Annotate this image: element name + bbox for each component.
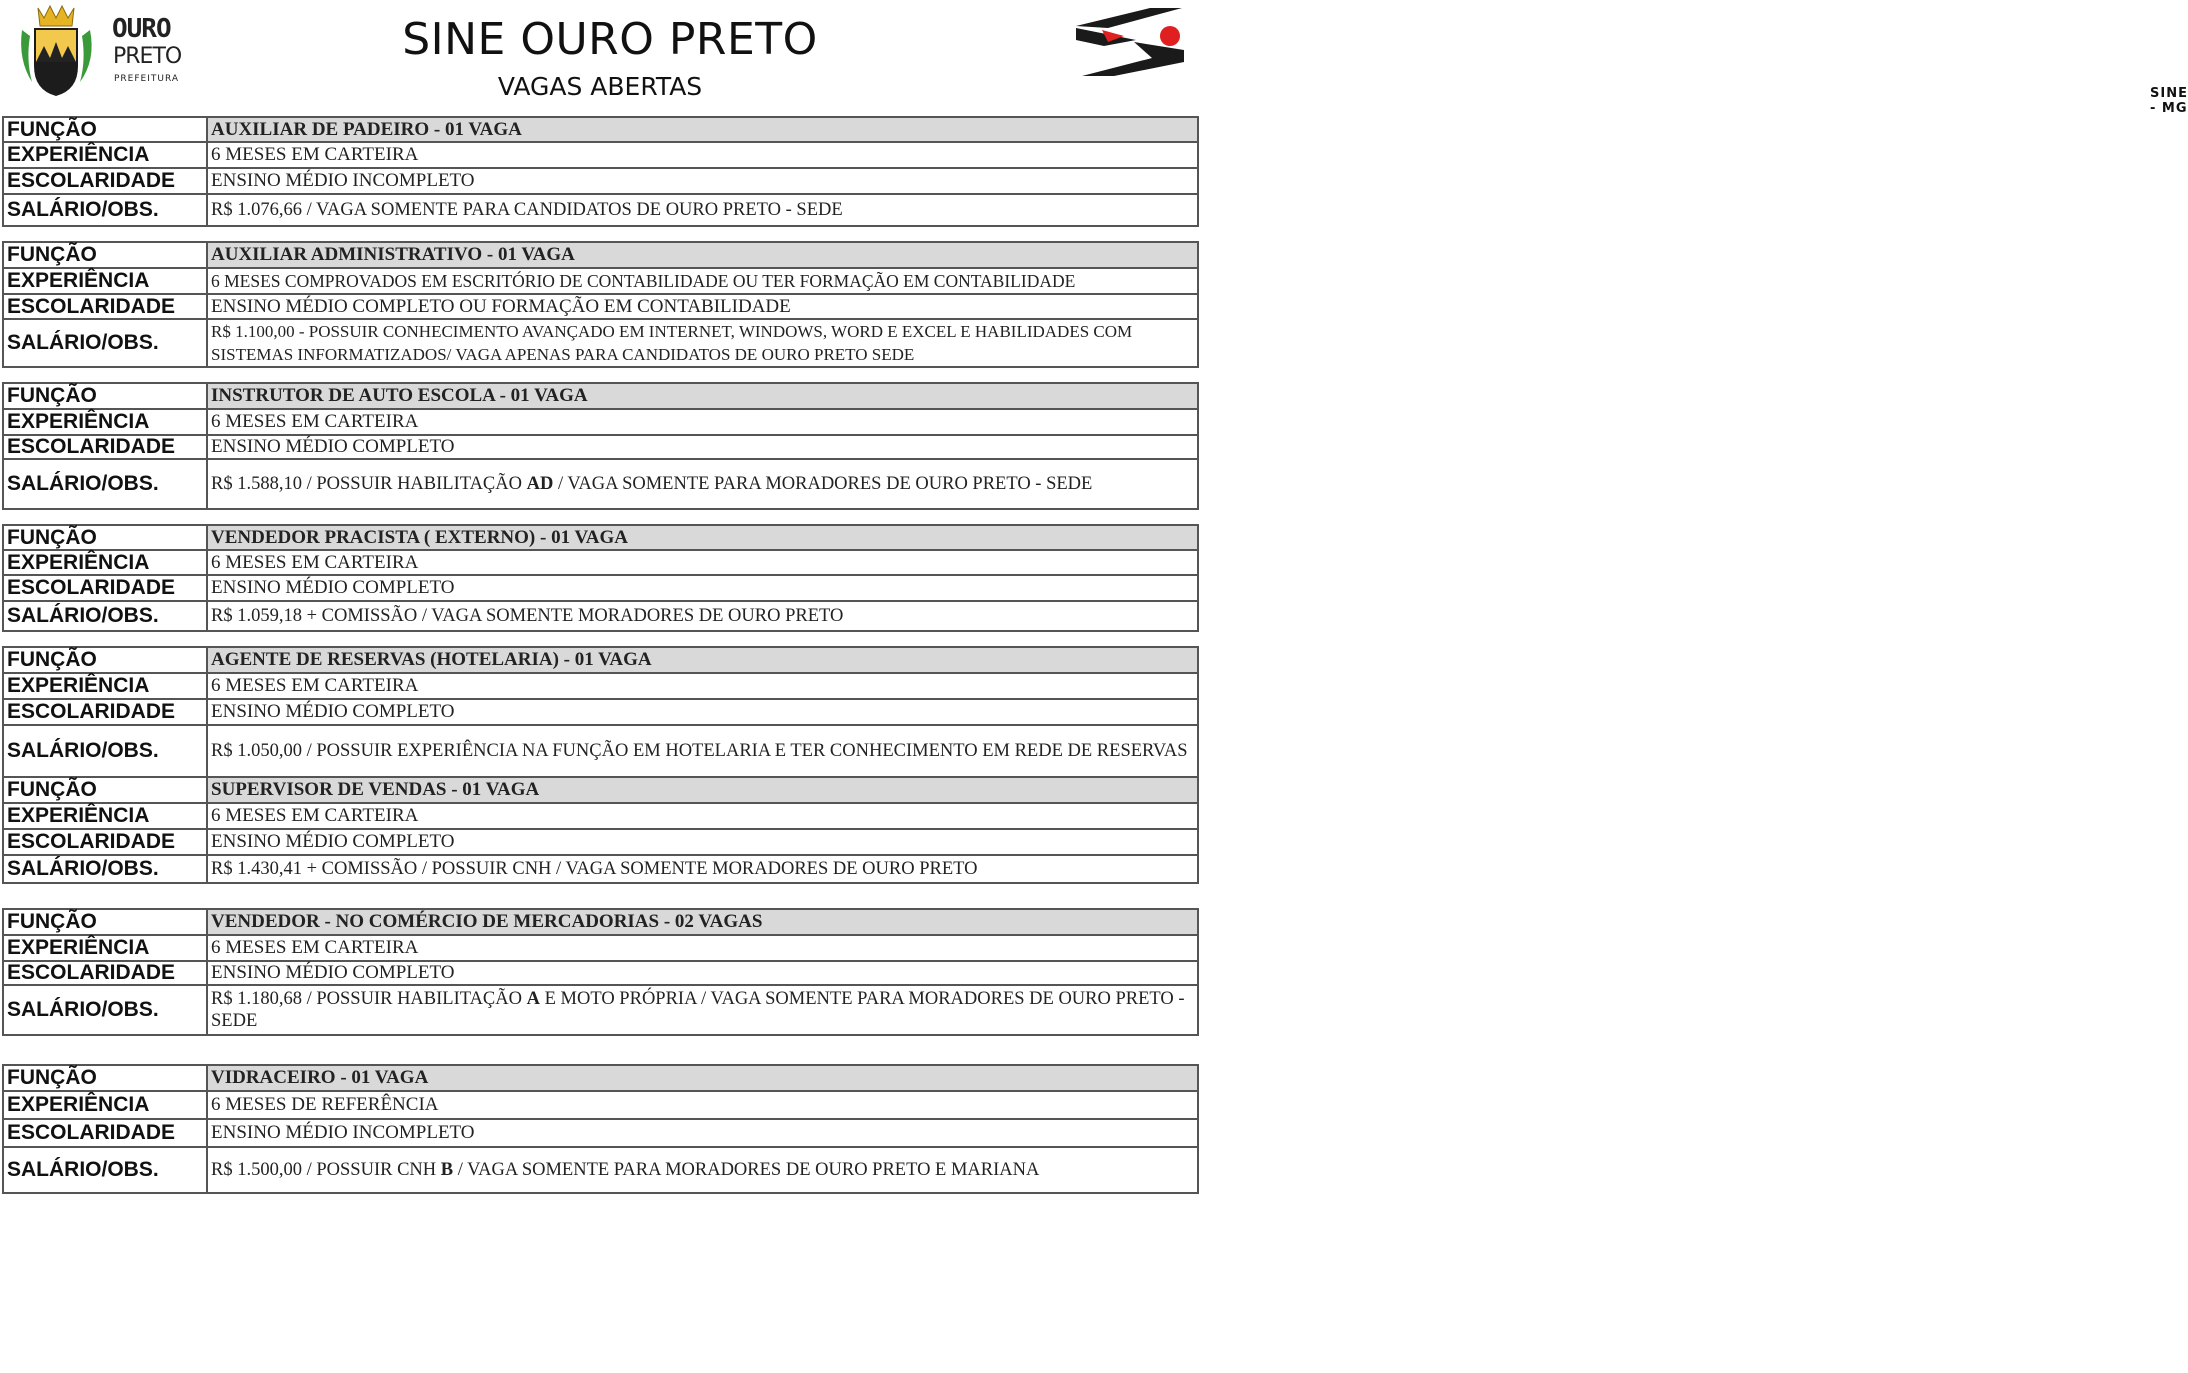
label-escolaridade: ESCOLARIDADE <box>3 435 207 459</box>
job-education: ENSINO MÉDIO COMPLETO <box>207 699 1198 725</box>
job-table <box>2 241 1199 368</box>
job-salary: R$ 1.430,41 + COMISSÃO / POSSUIR CNH / VAGA SOMENTE MORADORES DE OURO PRETO <box>207 855 1198 883</box>
job-education: ENSINO MÉDIO COMPLETO OU FORMAÇÃO EM CONTABILIDADE <box>207 294 1198 319</box>
job-salary: R$ 1.100,00 - POSSUIR CONHECIMENTO AVANÇADO EM INTERNET, WINDOWS, WORD E EXCEL E HABILIDADES COM SISTEMAS INFORMATIZADOS/ VAGA APENAS PARA CANDIDATOS DE OURO PRETO SEDE <box>207 319 1198 367</box>
job-experience: 6 MESES EM CARTEIRA <box>207 935 1198 961</box>
label-funcao: FUNÇÃO <box>3 117 207 142</box>
label-escolaridade: ESCOLARIDADE <box>3 168 207 194</box>
label-experiencia: EXPERIÊNCIA <box>3 803 207 829</box>
job-experience: 6 MESES DE REFERÊNCIA <box>207 1091 1198 1119</box>
job-title: VENDEDOR - NO COMÉRCIO DE MERCADORIAS - 02 VAGAS <box>207 909 1198 935</box>
job-salary <box>207 985 1198 1035</box>
sine-logo-icon <box>1074 6 1186 80</box>
logo-text-preto: PRETO <box>113 44 182 69</box>
salary-text: / VAGA SOMENTE PARA MORADORES DE OURO PRETO - SEDE <box>553 474 1093 494</box>
logo-text-prefeitura: PREFEITURA <box>114 74 180 84</box>
job-table <box>2 646 1199 884</box>
salary-text: E MOTO PRÓPRIA / VAGA SOMENTE PARA MORADORES DE OURO PRETO - SEDE <box>211 989 1185 1031</box>
label-experiencia: EXPERIÊNCIA <box>3 1091 207 1119</box>
job-salary: R$ 1.076,66 / VAGA SOMENTE PARA CANDIDATOS DE OURO PRETO - SEDE <box>207 194 1198 226</box>
job-salary: R$ 1.059,18 + COMISSÃO / VAGA SOMENTE MORADORES DE OURO PRETO <box>207 601 1198 631</box>
job-experience: 6 MESES EM CARTEIRA <box>207 409 1198 435</box>
job-salary <box>207 1147 1198 1193</box>
label-experiencia: EXPERIÊNCIA <box>3 409 207 435</box>
job-table <box>2 382 1199 510</box>
job-education: ENSINO MÉDIO INCOMPLETO <box>207 168 1198 194</box>
page-header <box>0 0 2188 116</box>
salary-text: / VAGA SOMENTE PARA MORADORES DE OURO PRETO E MARIANA <box>453 1160 1040 1180</box>
job-education: ENSINO MÉDIO COMPLETO <box>207 575 1198 601</box>
label-experiencia: EXPERIÊNCIA <box>3 935 207 961</box>
job-experience: 6 MESES EM CARTEIRA <box>207 673 1198 699</box>
license-category: AD <box>526 474 554 494</box>
label-funcao: FUNÇÃO <box>3 647 207 673</box>
label-escolaridade: ESCOLARIDADE <box>3 829 207 855</box>
job-table <box>2 116 1199 227</box>
job-education: ENSINO MÉDIO COMPLETO <box>207 829 1198 855</box>
sine-mg-logo <box>1074 6 2188 116</box>
job-experience: 6 MESES EM CARTEIRA <box>207 550 1198 575</box>
job-listings <box>2 116 1199 1194</box>
job-title: AUXILIAR DE PADEIRO - 01 VAGA <box>207 117 1198 142</box>
job-table <box>2 524 1199 632</box>
job-education: ENSINO MÉDIO INCOMPLETO <box>207 1119 1198 1147</box>
logo-text-ouro: OURO <box>112 14 171 44</box>
label-experiencia: EXPERIÊNCIA <box>3 550 207 575</box>
label-funcao: FUNÇÃO <box>3 242 207 268</box>
job-table <box>2 1064 1199 1194</box>
label-escolaridade: ESCOLARIDADE <box>3 294 207 319</box>
job-title: INSTRUTOR DE AUTO ESCOLA - 01 VAGA <box>207 383 1198 409</box>
page-title: SINE OURO PRETO <box>402 14 818 65</box>
ouro-preto-logo <box>18 0 182 100</box>
logo-text-sine-mg: SINE - MG <box>2150 86 2188 116</box>
salary-text: R$ 1.588,10 / POSSUIR HABILITAÇÃO <box>211 474 527 494</box>
label-escolaridade: ESCOLARIDADE <box>3 699 207 725</box>
label-salario: SALÁRIO/OBS. <box>3 194 207 226</box>
label-funcao: FUNÇÃO <box>3 525 207 550</box>
label-salario: SALÁRIO/OBS. <box>3 601 207 631</box>
license-category: B <box>440 1160 454 1180</box>
salary-text: R$ 1.180,68 / POSSUIR HABILITAÇÃO <box>211 989 527 1009</box>
license-category: A <box>526 989 540 1009</box>
label-escolaridade: ESCOLARIDADE <box>3 961 207 985</box>
job-table <box>2 908 1199 1036</box>
job-title: AUXILIAR ADMINISTRATIVO - 01 VAGA <box>207 242 1198 268</box>
label-funcao: FUNÇÃO <box>3 777 207 803</box>
job-title: SUPERVISOR DE VENDAS - 01 VAGA <box>207 777 1198 803</box>
job-education: ENSINO MÉDIO COMPLETO <box>207 961 1198 985</box>
label-escolaridade: ESCOLARIDADE <box>3 575 207 601</box>
job-title: VENDEDOR PRACISTA ( EXTERNO) - 01 VAGA <box>207 525 1198 550</box>
job-experience: 6 MESES EM CARTEIRA <box>207 803 1198 829</box>
label-experiencia: EXPERIÊNCIA <box>3 142 207 168</box>
job-experience: 6 MESES EM CARTEIRA <box>207 142 1198 168</box>
label-funcao: FUNÇÃO <box>3 909 207 935</box>
label-salario: SALÁRIO/OBS. <box>3 985 207 1035</box>
job-title: VIDRACEIRO - 01 VAGA <box>207 1065 1198 1091</box>
job-education: ENSINO MÉDIO COMPLETO <box>207 435 1198 459</box>
label-funcao: FUNÇÃO <box>3 1065 207 1091</box>
label-experiencia: EXPERIÊNCIA <box>3 268 207 294</box>
label-experiencia: EXPERIÊNCIA <box>3 673 207 699</box>
job-experience: 6 MESES COMPROVADOS EM ESCRITÓRIO DE CONTABILIDADE OU TER FORMAÇÃO EM CONTABILIDADE <box>207 268 1198 294</box>
label-funcao: FUNÇÃO <box>3 383 207 409</box>
job-title: AGENTE DE RESERVAS (HOTELARIA) - 01 VAGA <box>207 647 1198 673</box>
label-salario: SALÁRIO/OBS. <box>3 459 207 509</box>
job-salary: R$ 1.050,00 / POSSUIR EXPERIÊNCIA NA FUNÇÃO EM HOTELARIA E TER CONHECIMENTO EM REDE DE RESERVAS <box>207 725 1198 777</box>
label-escolaridade: ESCOLARIDADE <box>3 1119 207 1147</box>
page-subtitle: VAGAS ABERTAS <box>497 72 703 101</box>
salary-text: R$ 1.500,00 / POSSUIR CNH <box>211 1160 441 1180</box>
label-salario: SALÁRIO/OBS. <box>3 725 207 777</box>
label-salario: SALÁRIO/OBS. <box>3 1147 207 1193</box>
job-salary <box>207 459 1198 509</box>
label-salario: SALÁRIO/OBS. <box>3 319 207 367</box>
label-salario: SALÁRIO/OBS. <box>3 855 207 883</box>
coat-of-arms-icon <box>18 0 98 100</box>
